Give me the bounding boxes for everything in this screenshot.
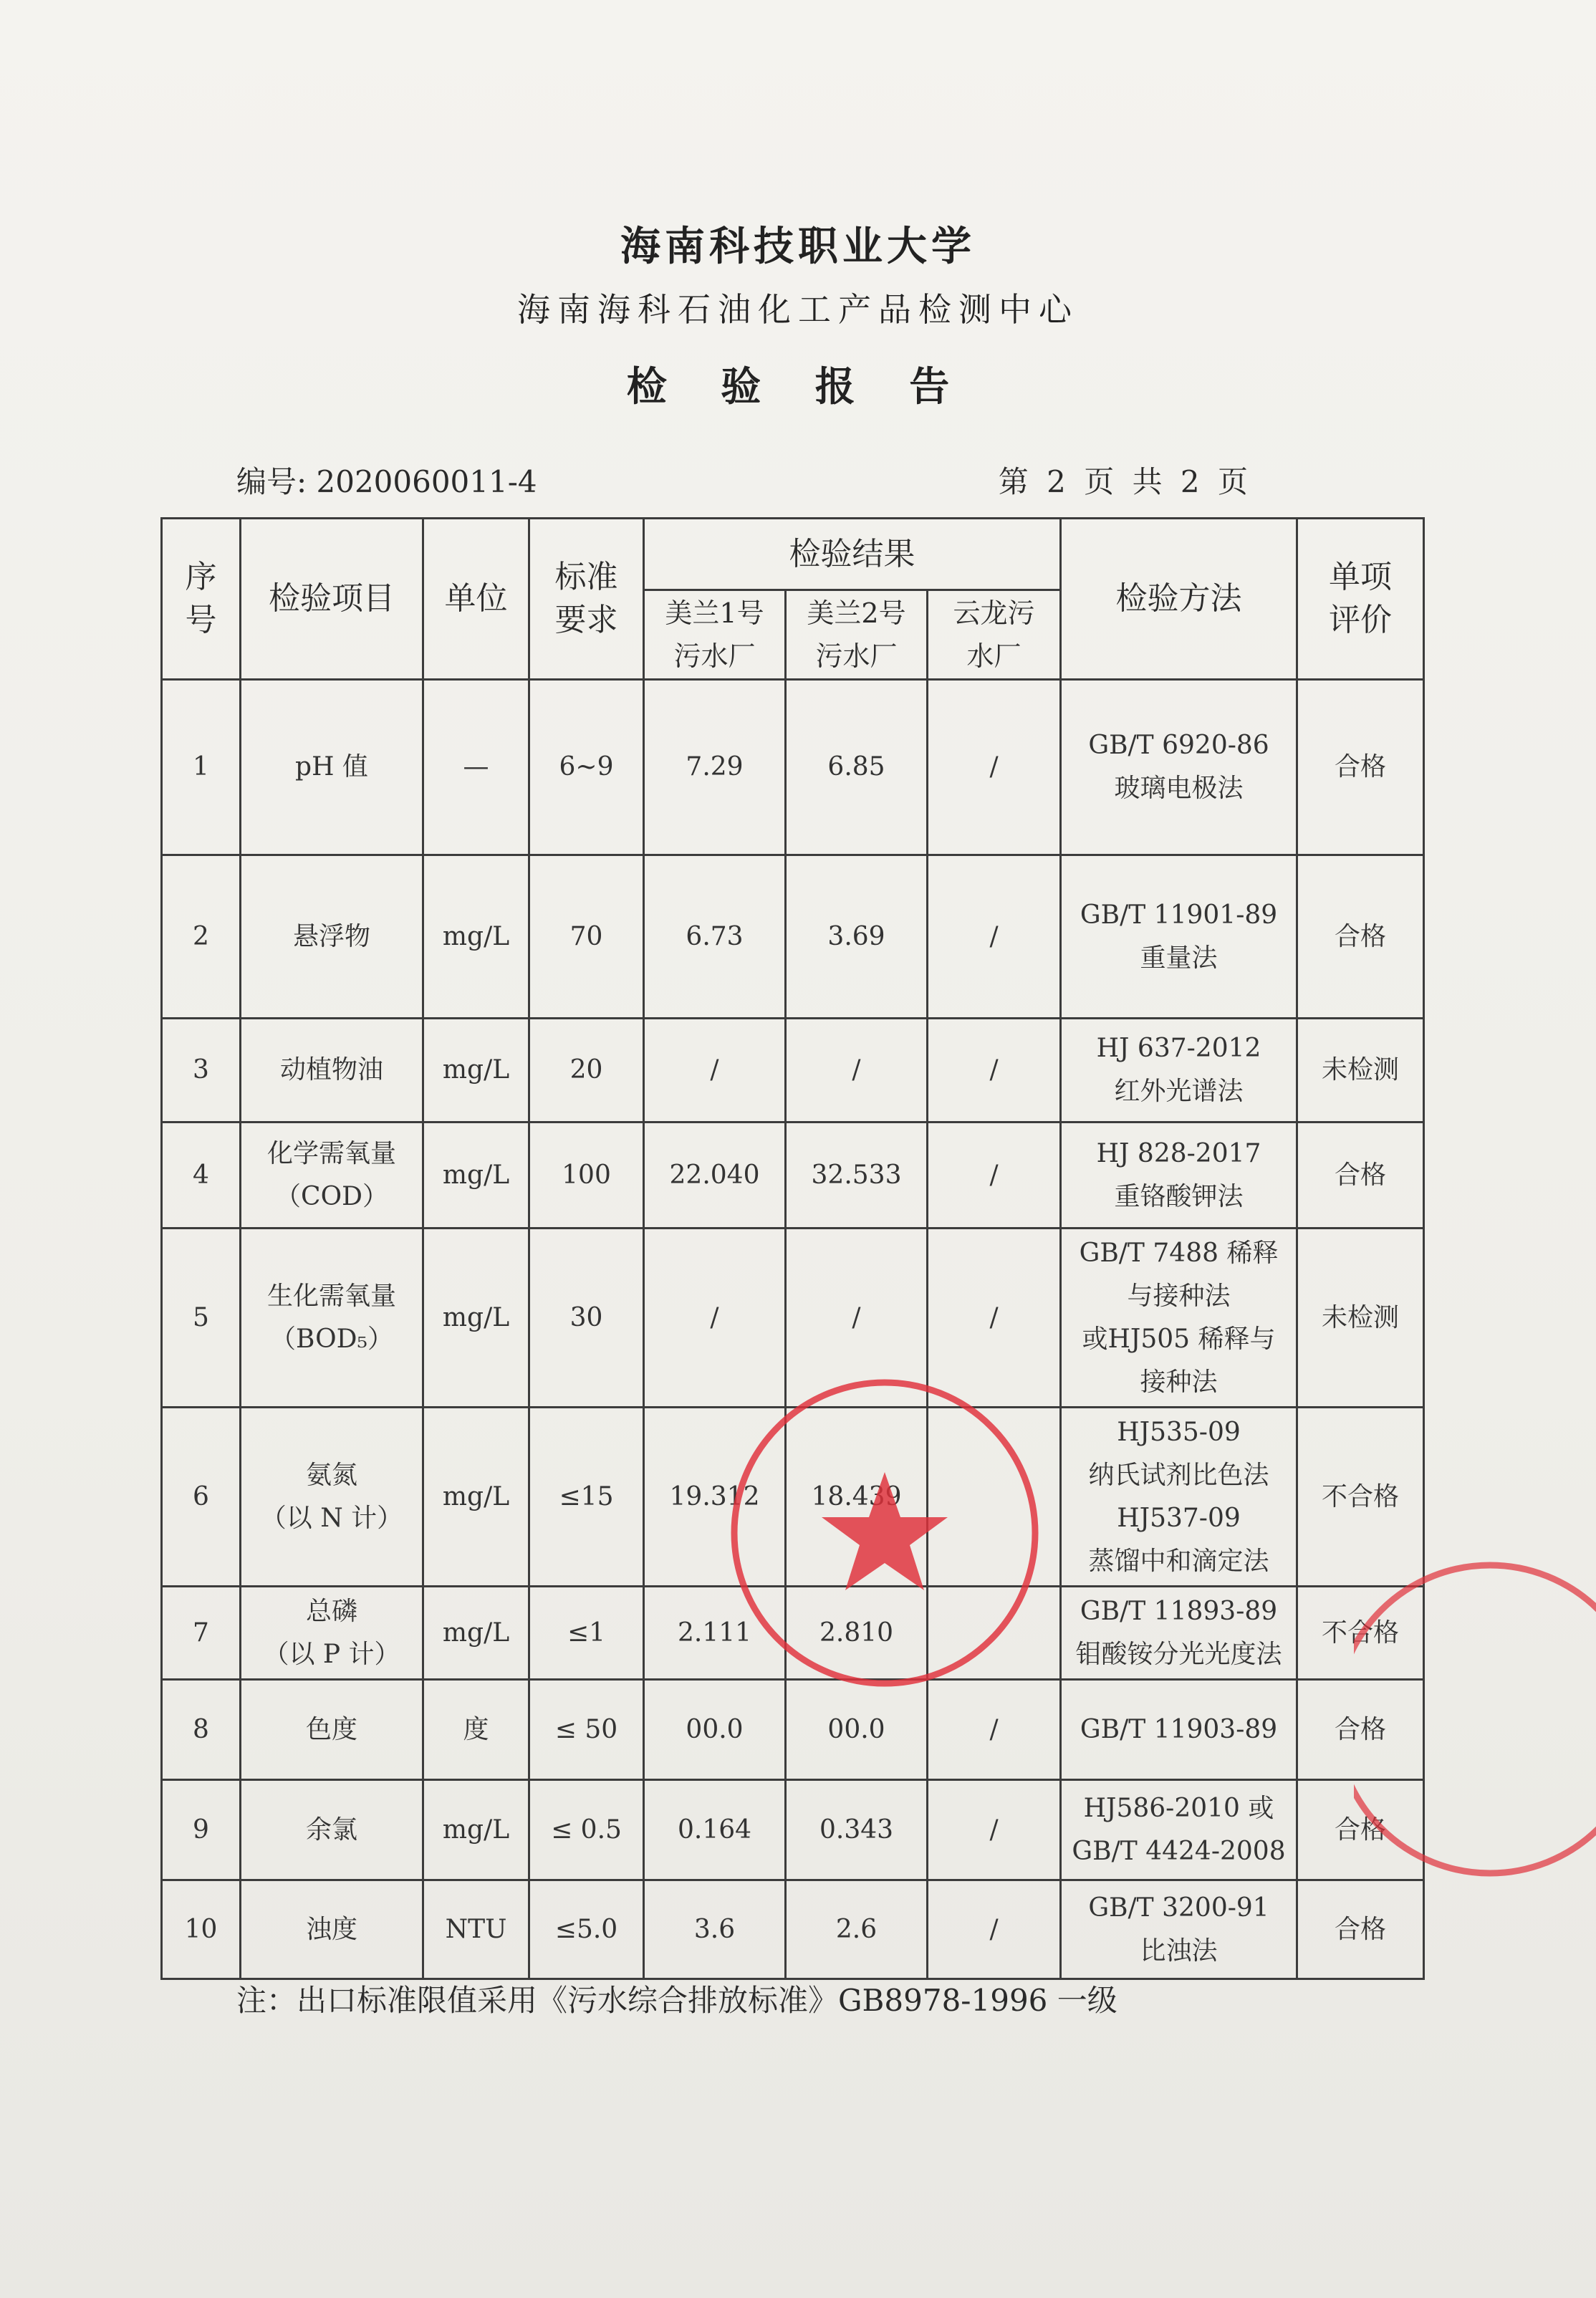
row-result-plant3: / — [928, 1780, 1061, 1880]
row-standard: ≤5.0 — [529, 1880, 644, 1979]
page-number: 第 2 页 共 2 页 — [998, 464, 1252, 499]
row-unit: mg/L — [423, 1587, 529, 1680]
row-item: 浊度 — [241, 1880, 423, 1979]
center-name: 海南海科石油化工产品检测中心 — [517, 290, 1079, 329]
row-result-plant3: / — [928, 1122, 1061, 1229]
row-standard: ≤ 50 — [529, 1680, 644, 1780]
row-standard: 6~9 — [529, 680, 644, 855]
table-row — [162, 680, 1424, 855]
row-verdict: 不合格 — [1297, 1587, 1424, 1680]
row-result-plant1: 22.040 — [644, 1122, 786, 1229]
row-result-plant1: 00.0 — [644, 1680, 786, 1780]
row-result-plant3: / — [928, 1880, 1061, 1979]
row-result-plant2: / — [786, 1229, 928, 1408]
row-no: 4 — [162, 1122, 241, 1229]
row-unit: mg/L — [423, 1122, 529, 1229]
row-no: 3 — [162, 1019, 241, 1122]
row-method: GB/T 11893-89 钼酸铵分光光度法 — [1061, 1587, 1297, 1680]
header-unit: 单位 — [423, 519, 529, 680]
row-standard: 100 — [529, 1122, 644, 1229]
row-result-plant3: / — [928, 1229, 1061, 1408]
row-verdict: 合格 — [1297, 1680, 1424, 1780]
header-item: 检验项目 — [241, 519, 423, 680]
row-unit: NTU — [423, 1880, 529, 1979]
row-result-plant3: / — [928, 1019, 1061, 1122]
row-result-plant1: / — [644, 1019, 786, 1122]
row-item: pH 值 — [241, 680, 423, 855]
row-result-plant2: 0.343 — [786, 1780, 928, 1880]
row-result-plant3: / — [928, 1680, 1061, 1780]
row-item: 总磷 （以 P 计） — [241, 1587, 423, 1680]
row-unit: mg/L — [423, 1408, 529, 1587]
row-item: 生化需氧量 （BOD₅） — [241, 1229, 423, 1408]
results-table — [160, 517, 1425, 1980]
row-standard: 70 — [529, 855, 644, 1019]
row-result-plant2: 2.810 — [786, 1587, 928, 1680]
row-verdict: 未检测 — [1297, 1019, 1424, 1122]
row-item: 余氯 — [241, 1780, 423, 1880]
row-verdict: 合格 — [1297, 1780, 1424, 1880]
table-row — [162, 1122, 1424, 1229]
school-name: 海南科技职业大学 — [620, 223, 976, 270]
row-verdict: 合格 — [1297, 1122, 1424, 1229]
row-verdict: 合格 — [1297, 680, 1424, 855]
row-result-plant1: 6.73 — [644, 855, 786, 1019]
row-unit: — — [423, 680, 529, 855]
row-no: 9 — [162, 1780, 241, 1880]
row-item: 悬浮物 — [241, 855, 423, 1019]
header-plant3: 云龙污水厂 — [928, 590, 1061, 680]
row-result-plant2: 18.439 — [786, 1408, 928, 1587]
row-result-plant1: 7.29 — [644, 680, 786, 855]
row-unit: mg/L — [423, 855, 529, 1019]
row-standard: ≤1 — [529, 1587, 644, 1680]
row-result-plant3: / — [928, 855, 1061, 1019]
row-no: 1 — [162, 680, 241, 855]
header-method: 检验方法 — [1061, 519, 1297, 680]
row-item: 动植物油 — [241, 1019, 423, 1122]
row-unit: 度 — [423, 1680, 529, 1780]
row-method: GB/T 11903-89 — [1061, 1680, 1297, 1780]
row-unit: mg/L — [423, 1229, 529, 1408]
row-result-plant3: / — [928, 680, 1061, 855]
row-method: GB/T 6920-86 玻璃电极法 — [1061, 680, 1297, 855]
row-result-plant1: 19.312 — [644, 1408, 786, 1587]
row-result-plant2: 00.0 — [786, 1680, 928, 1780]
row-result-plant1: / — [644, 1229, 786, 1408]
row-item: 色度 — [241, 1680, 423, 1780]
row-result-plant2: 6.85 — [786, 680, 928, 855]
row-no: 8 — [162, 1680, 241, 1780]
report-title: 检 验 报 告 — [626, 363, 970, 410]
header-plant1: 美兰1号污水厂 — [644, 590, 786, 680]
row-method: HJ535-09 纳氏试剂比色法 HJ537-09 蒸馏中和滴定法 — [1061, 1408, 1297, 1587]
row-method: HJ586-2010 或 GB/T 4424-2008 — [1061, 1780, 1297, 1880]
row-verdict: 合格 — [1297, 855, 1424, 1019]
row-method: GB/T 11901-89 重量法 — [1061, 855, 1297, 1019]
header-results: 检验结果 — [644, 519, 1061, 590]
table-row — [162, 1780, 1424, 1880]
table-row — [162, 855, 1424, 1019]
row-result-plant2: 2.6 — [786, 1880, 928, 1979]
row-standard: 30 — [529, 1229, 644, 1408]
row-verdict: 合格 — [1297, 1880, 1424, 1979]
row-method: GB/T 3200-91 比浊法 — [1061, 1880, 1297, 1979]
row-no: 2 — [162, 855, 241, 1019]
header-verdict: 单项评价 — [1297, 519, 1424, 680]
row-result-plant1: 0.164 — [644, 1780, 786, 1880]
inspection-seal-partial — [1354, 1526, 1596, 1898]
row-result-plant2: / — [786, 1019, 928, 1122]
row-unit: mg/L — [423, 1019, 529, 1122]
header-no: 序号 — [162, 519, 241, 680]
footnote: 注：出口标准限值采用《污水综合排放标准》GB8978-1996 一级 — [236, 1983, 1117, 2018]
inspection-seal — [716, 1365, 1053, 1701]
header-plant2: 美兰2号污水厂 — [786, 590, 928, 680]
row-standard: 20 — [529, 1019, 644, 1122]
table-row — [162, 1880, 1424, 1979]
row-verdict: 不合格 — [1297, 1408, 1424, 1587]
header-standard: 标准要求 — [529, 519, 644, 680]
row-result-plant1: 3.6 — [644, 1880, 786, 1979]
table-row — [162, 1019, 1424, 1122]
row-item: 氨氮 （以 N 计） — [241, 1408, 423, 1587]
serial-number: 编号: 2020060011-4 — [236, 464, 537, 499]
row-method: HJ 637-2012 红外光谱法 — [1061, 1019, 1297, 1122]
row-method: HJ 828-2017 重铬酸钾法 — [1061, 1122, 1297, 1229]
row-no: 6 — [162, 1408, 241, 1587]
row-no: 7 — [162, 1587, 241, 1680]
row-standard: ≤15 — [529, 1408, 644, 1587]
row-result-plant1: 2.111 — [644, 1587, 786, 1680]
row-item: 化学需氧量 （COD） — [241, 1122, 423, 1229]
row-method: GB/T 7488 稀释 与接种法 或HJ505 稀释与 接种法 — [1061, 1229, 1297, 1408]
row-result-plant2: 3.69 — [786, 855, 928, 1019]
row-standard: ≤ 0.5 — [529, 1780, 644, 1880]
row-no: 5 — [162, 1229, 241, 1408]
row-unit: mg/L — [423, 1780, 529, 1880]
row-no: 10 — [162, 1880, 241, 1979]
row-result-plant2: 32.533 — [786, 1122, 928, 1229]
row-verdict: 未检测 — [1297, 1229, 1424, 1408]
